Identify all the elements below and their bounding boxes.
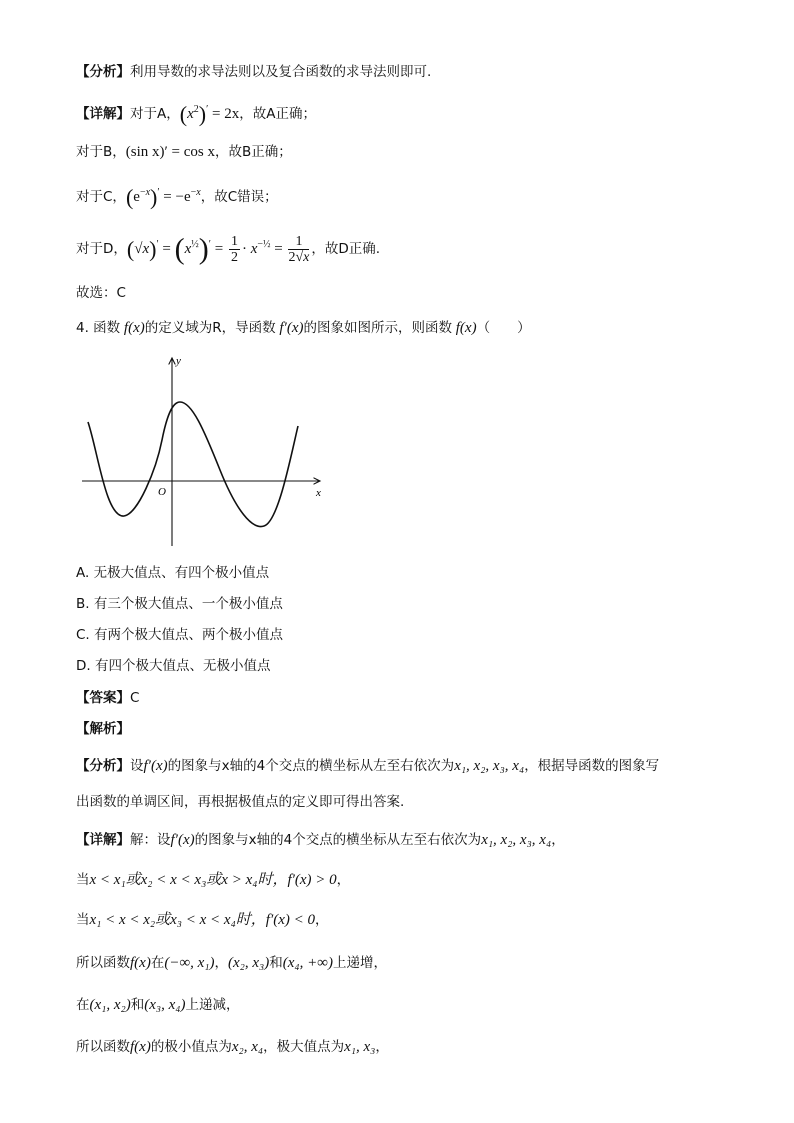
- decrease-pre: 当: [76, 912, 90, 928]
- decrease-condition-line: [76, 910, 734, 930]
- detail-a-line: [76, 100, 734, 125]
- detail-2-text-2: 的图象与x轴的4个交点的横坐标从左至右依次为: [194, 832, 482, 848]
- detail-d-line: [76, 228, 734, 267]
- option-d-prefix: 对于D，: [76, 241, 127, 257]
- dec-text-3: 上递减，: [185, 997, 240, 1013]
- inc-text-1: 所以函数: [76, 955, 130, 971]
- answer-line: [76, 688, 734, 708]
- analysis-3-line: [76, 792, 734, 812]
- inc-interval-1: (−∞, x₁): [164, 955, 215, 971]
- choose-line: [76, 283, 734, 303]
- increase-condition-line: [76, 870, 734, 890]
- choice-c: C. 有两个极大值点、两个极小值点: [76, 627, 284, 643]
- inc-text-5: 上递增，: [332, 955, 387, 971]
- fx-symbol-2: f(x): [452, 320, 477, 336]
- ext-text-1: 所以函数: [76, 1039, 130, 1055]
- analysis-2-tag: 【分析】: [76, 758, 130, 774]
- root-vars-2: x₁, x₂, x₃, x₄: [481, 832, 552, 848]
- dec-text-2: 和: [130, 997, 145, 1013]
- detail-2-line: [76, 830, 734, 850]
- detail-2-text-1: 解：设: [130, 832, 171, 848]
- x-axis-label: x: [316, 487, 321, 499]
- detail-b-line: [76, 142, 734, 162]
- fprime-symbol-4: f′(x): [170, 832, 195, 848]
- analysis-2-text-1: 设: [130, 758, 144, 774]
- analysis-text: 利用导数的求导法则以及复合函数的求导法则即可.: [130, 64, 432, 80]
- derivative-graph: [76, 350, 336, 550]
- origin-label: O: [158, 486, 166, 498]
- choice-b: B. 有三个极大值点、一个极小值点: [76, 596, 283, 612]
- analysis-2-text-2: 的图象与x轴的4个交点的横坐标从左至右依次为: [167, 758, 455, 774]
- increasing-intervals-line: [76, 953, 734, 973]
- option-a-formula: $(x^2)' = 2x$: [179, 101, 240, 127]
- dec-interval-1: (x₁, x₂): [89, 997, 131, 1013]
- fprime-symbol: f′(x): [275, 320, 304, 336]
- inc-interval-3: (x₄, +∞): [282, 955, 333, 971]
- option-a-prefix: 对于A，: [130, 106, 180, 122]
- option-c-conclusion: ，故C错误；: [200, 189, 278, 205]
- ext-text-4: ，: [375, 1039, 389, 1055]
- detail-c-line: [76, 183, 734, 208]
- option-d-formula: $(√x)' = (x^{\frac{1}{2}})'$ = $\frac{1}{2}$ · $x^{-\frac{1}{2}}$ = $\frac{1}{2√x}$: [126, 232, 310, 266]
- decreasing-intervals-line: [76, 995, 734, 1015]
- decrease-post: ，: [315, 912, 329, 928]
- choose-text: 故选：C: [76, 285, 126, 301]
- inc-text-4: 和: [269, 955, 283, 971]
- option-c-formula: $(e^{-x})' = -e^{-x}$: [125, 184, 201, 210]
- increase-condition: x < x₁或x₂ < x < x₃或x > x₄时，: [89, 872, 288, 888]
- choice-a: A. 无极大值点、有四个极小值点: [76, 565, 270, 581]
- increase-result: f′(x) > 0: [287, 872, 337, 888]
- option-b-formula: (sin x)′ = cos x: [125, 144, 215, 160]
- question-4: [76, 318, 734, 338]
- inc-text-3: ，: [214, 955, 229, 971]
- option-b-conclusion: ，故B正确；: [215, 144, 292, 160]
- question-text-2: 的图象如图所示，则函数: [303, 320, 452, 336]
- detail-2-tag: 【详解】: [76, 832, 130, 848]
- solution-heading: [76, 719, 734, 739]
- detail-2-text-3: ，: [551, 832, 565, 848]
- analysis-2-text-3: ，根据导函数的图象写: [524, 758, 660, 774]
- question-text-1: 的定义域为R，导函数: [144, 320, 276, 336]
- analysis-2-line: [76, 756, 734, 776]
- fprime-symbol-3: f′(x): [143, 758, 168, 774]
- root-vars: x₁, x₂, x₃, x₄: [454, 758, 525, 774]
- inc-text-2: 在: [150, 955, 165, 971]
- dec-text-1: 在: [76, 997, 90, 1013]
- increase-pre: 当: [76, 872, 90, 888]
- answer-value: C: [130, 690, 140, 706]
- ext-min: x₂, x₄: [231, 1039, 264, 1055]
- decrease-result: f′(x) < 0: [265, 912, 316, 928]
- option-d-conclusion: ，故D正确.: [311, 241, 381, 257]
- dec-interval-2: (x₃, x₄): [144, 997, 186, 1013]
- ext-text-3: ，极大值点为: [263, 1039, 345, 1055]
- answer-tag: 【答案】: [76, 690, 130, 706]
- detail-tag: 【详解】: [76, 106, 130, 122]
- ext-f: f(x): [130, 1039, 151, 1055]
- decrease-condition: x₁ < x < x₂或x₃ < x < x₄时，: [89, 912, 266, 928]
- inc-interval-2: (x₂, x₃): [228, 955, 270, 971]
- increase-post: ，: [336, 872, 351, 888]
- analysis-3-text: 出函数的单调区间，再根据极值点的定义即可得出答案.: [76, 794, 405, 810]
- choice-d: D. 有四个极大值点、无极小值点: [76, 658, 271, 674]
- analysis-tag: 【分析】: [76, 64, 130, 80]
- question-number: 4. 函数: [76, 320, 121, 336]
- solution-tag: 【解析】: [76, 721, 130, 737]
- answer-blank: （ ）: [476, 320, 531, 336]
- y-axis-label: y: [176, 355, 181, 367]
- extrema-line: [76, 1037, 734, 1057]
- option-a-conclusion: ，故A正确；: [239, 106, 316, 122]
- ext-text-2: 的极小值点为: [150, 1039, 232, 1055]
- ext-max: x₁, x₃: [344, 1039, 376, 1055]
- option-c-prefix: 对于C，: [76, 189, 126, 205]
- derivative-curve: [88, 402, 298, 527]
- inc-f: f(x): [130, 955, 151, 971]
- fx-symbol: f(x): [120, 320, 145, 336]
- option-b-prefix: 对于B，: [76, 144, 126, 160]
- analysis-line: [76, 62, 734, 82]
